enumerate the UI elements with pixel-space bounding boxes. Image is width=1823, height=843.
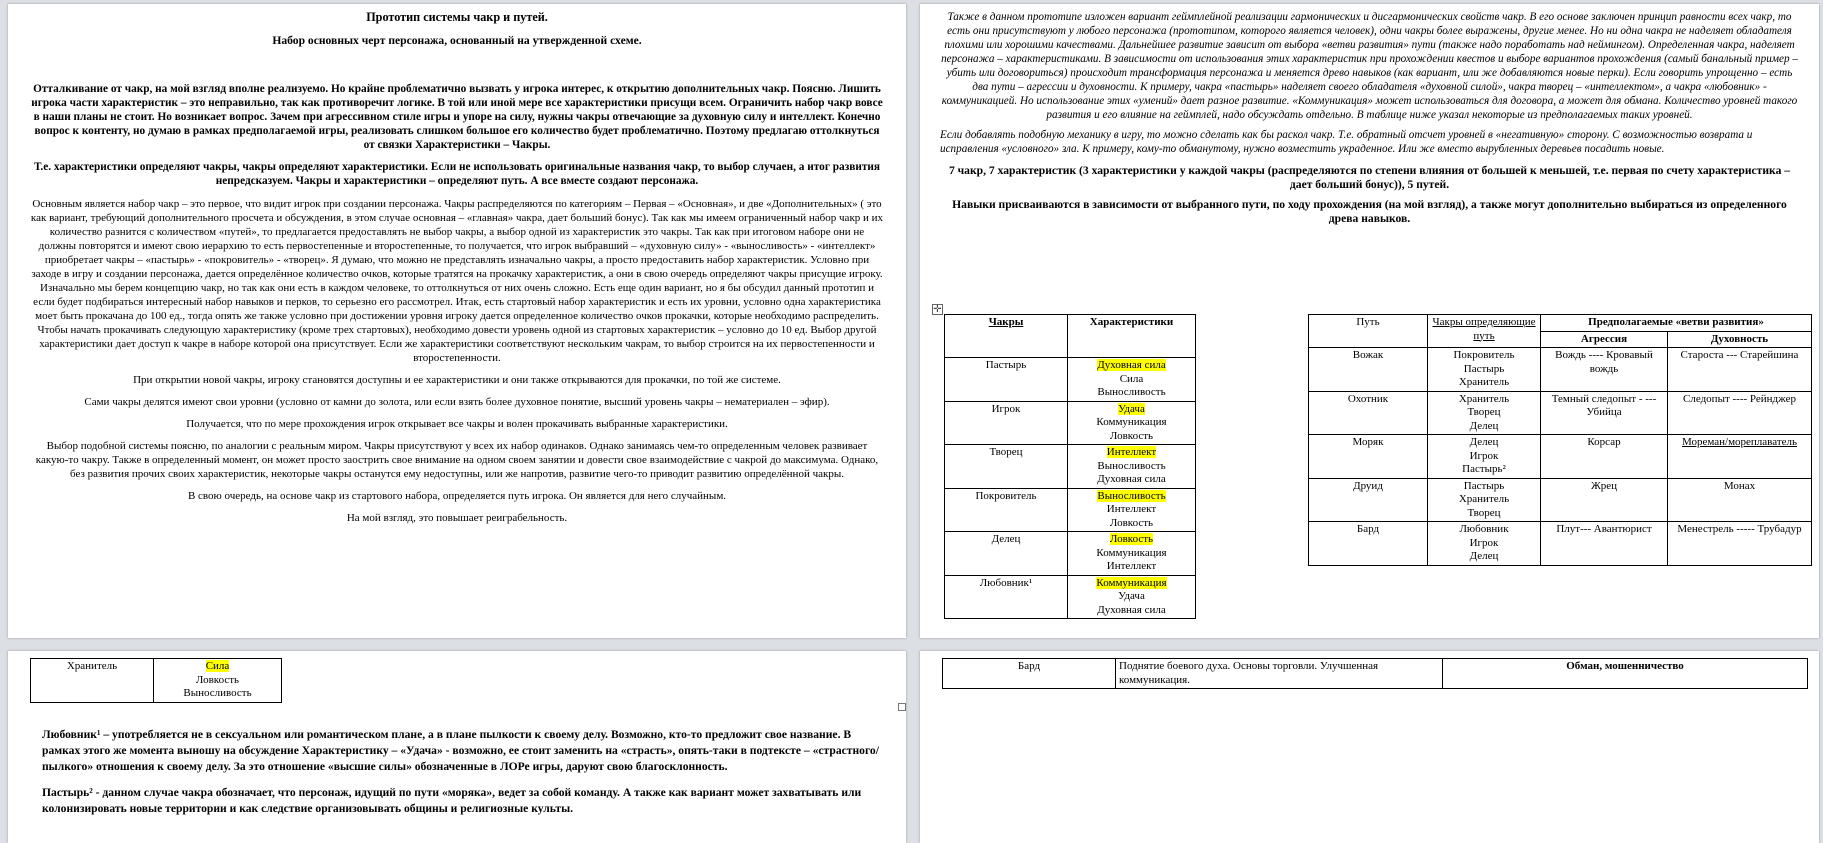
trait: Выносливость	[183, 687, 252, 699]
paragraph-chakra-split: Если добавлять подобную механику в игру, то можно сделать как бы раскол чакр. Т.е. обратный отсчет уровней в «негативную» сторону. С возможностью возврата и исправления «условного» зла. К примеру, кому-то обманутому, нужно возместить украденное. Или же вместо вырубленных деревьев посадить новые.	[940, 129, 1753, 155]
path-chakra: Игрок	[1469, 449, 1499, 462]
aggression-branch: Жрец	[1541, 478, 1668, 522]
chakra-traits	[1068, 358, 1196, 402]
chakra-name: Пастырь	[945, 358, 1068, 402]
header-chakras: Чакры	[945, 315, 1068, 358]
main-trait: Сила	[205, 660, 230, 672]
table-row	[945, 532, 1196, 576]
table-resize-handle-icon[interactable]	[898, 703, 906, 711]
table-row	[945, 445, 1196, 489]
path-chakra: Пастырь	[1463, 479, 1505, 492]
trait: Ловкость	[195, 673, 240, 686]
main-trait: Интеллект	[1106, 446, 1157, 458]
aggression-branch: Вождь ---- Кровавый вождь	[1541, 348, 1668, 392]
header-aggression: Агрессия	[1541, 331, 1668, 348]
path-name: Друид	[1309, 478, 1428, 522]
chakra-traits	[1068, 488, 1196, 532]
path-name: Бард	[1309, 522, 1428, 566]
trait: Ловкость	[1109, 516, 1154, 529]
paths-table	[1308, 314, 1812, 566]
chakra-traits	[1068, 532, 1196, 576]
path-chakras	[1428, 478, 1541, 522]
chakra-name: Творец	[945, 445, 1068, 489]
header-branches: Предполагаемые «ветви развития»	[1541, 315, 1812, 332]
header-path-chakras: Чакры определяющие путь	[1428, 315, 1541, 348]
path-name: Охотник	[1309, 391, 1428, 435]
document-page-2	[920, 4, 1819, 638]
path-chakra: Хранитель	[1458, 493, 1510, 505]
table-row	[1309, 478, 1812, 522]
document-page-4	[920, 651, 1819, 843]
document-subtitle: Набор основных черт персонажа, основанный на утвержденной схеме.	[272, 34, 642, 47]
path-chakra: Игрок	[1469, 536, 1499, 549]
spirituality-branch: Староста --- Старейшина	[1668, 348, 1812, 392]
path-chakra: Покровитель	[1453, 349, 1515, 361]
main-trait: Выносливость	[1097, 489, 1166, 502]
path-chakra: Пастырь²	[1462, 463, 1506, 475]
table-row	[945, 575, 1196, 619]
path-name: Вожак	[1309, 348, 1428, 392]
main-trait: Духовная сила	[1097, 359, 1166, 371]
document-page-1	[8, 4, 906, 638]
bard-skills-table	[942, 658, 1808, 689]
chakra-traits	[1068, 445, 1196, 489]
paragraph-replayability: На мой взгляд, это повышает реиграбельность.	[346, 512, 568, 524]
table-row	[1309, 348, 1812, 392]
trait: Духовная сила	[1097, 473, 1166, 485]
table-row	[1309, 435, 1812, 479]
paragraph-definition: Т.е. характеристики определяют чакры, чакры определяют характеристики. Если не использовать оригинальные названия чакр, то выбор случаен, а итог развития непредсказуем. Чакры и характеристики – определяют путь. А все вместе создают персонажа.	[33, 161, 881, 187]
trait: Интеллект	[1106, 503, 1157, 515]
path-chakra: Творец	[1467, 406, 1501, 418]
table-move-handle-icon[interactable]: ✛	[933, 304, 942, 315]
path-chakras	[1428, 435, 1541, 479]
table-row	[945, 358, 1196, 402]
aggression-branch: Темный следопыт - ---Убийца	[1541, 391, 1668, 435]
chakra-name: Делец	[945, 532, 1068, 576]
main-trait: Коммуникация	[1096, 576, 1167, 589]
path-chakras	[1428, 348, 1541, 392]
main-trait: Удача	[1118, 402, 1145, 415]
main-trait: Ловкость	[1109, 533, 1154, 545]
path-chakras	[1428, 522, 1541, 566]
paragraph-real-world-analogy: Выбор подобной системы поясню, по аналогии с реальным миром. Чакры присутствуют у всех их набор одинаков. Однако занимаясь чем-то определенным человек развивает какую-то чакру. Также в определенный момент, он может просто заострить свое внимание на одном своем занятии и довести свое взаимодействие с чакрой до максимума. Однако, без развития прочих своих характеристик, некоторые чакры останутся ему недоступны, или же напротив, развитие чего-то приводит развитию определённой чакры.	[35, 440, 879, 480]
path-chakra: Любовник	[1459, 523, 1509, 535]
table-row	[1309, 522, 1812, 566]
trait: Выносливость	[1097, 386, 1166, 398]
paragraph-skills: Навыки присваиваются в зависимости от выбранного пути, по ходу прохождения (на мой взгляд), а также могут дополнительно выбираться из определенного древа навыков.	[952, 198, 1787, 225]
trait: Коммуникация	[1096, 546, 1167, 559]
trait: Удача	[1118, 590, 1145, 602]
chakra-name: Игрок	[945, 401, 1068, 445]
paragraph-main-mechanic: Основным является набор чакр – это первое, что видит игрок при создании персонажа. Чакры распределяются по категориям – Первая – «Основная», и две «Дополнительных» ( это как вариант, требующий дополнительного просчета и обсуждения, в этом случае основная – «главная» чакра, дает больший бонус). Так как мы имеем ограниченный набор чакр и их количество разнится с количеством «путей», то предлагается предоставлять не выбор чакры, а выбор одной из характеристик это чакры. Так как при итоговом наборе они не должны повторятся и имеют свою иерархию то есть первостепенные и второстепенные, то получается, что игрок выбравший – «духовную силу» - «выносливость» - «интеллект» приобретает чакры – «пастырь» - «покровитель» - «творец». Я думаю, что можно не представлять изначально чакры, а просто предоставить набор характеристик. Условно при заходе в игру и создании персонажа, дается определённое количество очков, которые тратятся на прокачку характеристик, а они в свою очередь определяют чакры присущие игроку. Изначально мы берем концепцию чакр, но так как они есть в каждом человеке, то оттолкнуться от них очень сложно. Есть еще один вариант, но я бы обсудил данный прототип и если будет подбираться интересный набор навыков и перков, то серьезно его рассмотрел. Итак, есть стартовый набор характеристик и есть их уровни, условно одна характеристика моет быть прокачана до 100 ед., тогда опять же также условно при достижении уровня игроку дается определенное количество очков прокачки, которые необходимо распределить. Чтобы начать прокачивать следующую характеристику (кроме трех стартовых), необходимо довести уровень одной из стартовых характеристик – условно до 10 ед. Выбор другой характеристики дает доступ к чакре в наборе которой она присутствует. Если же характеристики соответствуют нескольким чакрам, то выбор строится на их первостепенности и второстепенности.	[30, 198, 884, 364]
spirituality-branch: Следопыт ---- Рейнджер	[1668, 391, 1812, 435]
document-page-3	[8, 651, 906, 843]
header-traits: Характеристики	[1068, 315, 1196, 358]
path-skills: Поднятие боевого духа. Основы торговли. Улучшенная коммуникация.	[1116, 659, 1443, 689]
path-chakra: Пастырь	[1463, 362, 1505, 375]
path-branch: Обман, мошенничество	[1443, 659, 1808, 689]
table-row	[31, 659, 282, 703]
path-name: Бард	[943, 659, 1116, 689]
paragraph-chakra-levels: Сами чакры делятся имеют свои уровни (условно от камни до золота, или если взять более духовное понятие, высший уровень чакры – нематериален – эфир).	[84, 396, 830, 408]
path-chakra: Делец	[1469, 436, 1499, 448]
footnote-lover: Любовник¹ – употребляется не в сексуальном или романтическом плане, а в плане пылкости к своему делу. Возможно, кто-то предложит свое название. В рамках этого же момента выношу на обсуждение Характеристику – «Удача» - возможно, ее стоит заменить на «страсть», опять-таки в подтексте – «страстного/пылкого» отношения к своему делу. За это отношение «высшие силы» обозначенные в ЛОРе игры, даруют свою благосклонность.	[42, 728, 879, 773]
table-row	[945, 401, 1196, 445]
table-row	[943, 659, 1808, 689]
header-spirituality: Духовность	[1668, 331, 1812, 348]
path-chakra: Делец	[1469, 419, 1499, 432]
trait: Интеллект	[1106, 560, 1157, 572]
document-title: Прототип системы чакр и путей.	[366, 10, 548, 24]
chakra-traits	[1068, 401, 1196, 445]
chakra-traits-table-continued	[30, 658, 282, 703]
chakra-traits-table	[944, 314, 1196, 619]
paragraph-harmony-mechanic: Также в данном прототипе изложен вариант геймплейной реализации гармонических и дисгармонических свойств чакр. В его основе заключен принцип равности всех чакр, то есть они присутствуют у любого персонажа (прототипом, которого является человек), одни чакры более выражены, другие менее. Но ни одна чакра не наделяет обладателя плохими или хорошими качествами. Дальнейшее развитие зависит от выбора «ветви развития» пути (также надо поработать над неймингом). Определенная чакра, наделяет персонажа – характеристиками. В зависимости от использования этих характеристик при прохождении квестов и выборе вариантов прохождения (самый банальный пример – убить или договориться) происходит трансформация персонажа и меняется древо навыков (как вариант, или же добавляются новые перки). Если говорить упрощенно – есть два пути – агрессии и духовности. К примеру, чакра «пастырь» наделяет своего обладателя «духовной силой», чакра творец – «интеллектом», а чакра «любовник» - коммуникацией. Но использование этих «умений» дает разное развитие. «Коммуникация» может использоваться для договора, а может для обмана. Количество уровней такого развития и его влияние на геймплей, надо обсуждать отдельно. В таблице ниже указал некоторые из предполагаемых таких уровней.	[941, 11, 1798, 121]
paragraph-new-chakra: При открытии новой чакры, игроку становятся доступны и ее характеристики и они также открываются для прокачки, по той же системе.	[133, 374, 781, 386]
chakra-name: Любовник¹	[945, 575, 1068, 619]
table-row	[1309, 391, 1812, 435]
trait: Сила	[1119, 372, 1144, 385]
chakra-traits	[1068, 575, 1196, 619]
spirituality-branch: Монах	[1668, 478, 1812, 522]
paragraph-intro: Отталкивание от чакр, на мой взгляд вполне реализуемо. Но крайне проблематично вызвать у игрока интерес, к открытию дополнительных чакр. Поясню. Лишить игрока части характеристик – это неправильно, так как противоречит логике. В той или иной мере все характеристики присущи всем. Ограничить набор чакр вовсе в наши планы не стоит. Но возникает вопрос. Зачем при агрессивном стиле игры и упоре на силу, нужны чакры отвечающие за духовную силу и интеллект. Конечно вопрос к контенту, но думаю в рамках предполагаемой игры, реализовать слишком большое его количество будет проблематично. Поэтому предлагаю оттолкнуться от связки Характеристики – Чакры.	[31, 83, 883, 151]
trait: Выносливость	[1097, 459, 1166, 472]
path-chakra: Делец	[1469, 550, 1499, 562]
path-chakra: Хранитель	[1458, 376, 1510, 388]
chakra-name: Покровитель	[945, 488, 1068, 532]
path-name: Моряк	[1309, 435, 1428, 479]
paragraph-progression: Получается, что по мере прохождения игрок открывает все чакры и волен прокачивать выбранные характеристики.	[186, 418, 728, 430]
chakra-traits	[154, 659, 282, 703]
aggression-branch: Плут--- Авантюрист	[1541, 522, 1668, 566]
spirituality-branch: Менестрель ----- Трубадур	[1668, 522, 1812, 566]
path-chakra: Хранитель	[1458, 392, 1510, 405]
table-row	[945, 488, 1196, 532]
trait: Духовная сила	[1097, 603, 1166, 616]
trait: Коммуникация	[1096, 416, 1167, 428]
paragraph-counts: 7 чакр, 7 характеристик (3 характеристики у каждой чакры (распределяются по степени влияния от большей к меньшей, т.е. первая по счету характеристика – дает больший бонус)), 5 путей.	[948, 164, 1791, 191]
paragraph-player-path: В свою очередь, на основе чакр из стартового набора, определяется путь игрока. Он является для него случайным.	[187, 490, 727, 502]
path-chakra: Творец	[1467, 506, 1501, 519]
path-chakras	[1428, 391, 1541, 435]
spirituality-branch: Мореман/мореплаватель	[1668, 435, 1812, 479]
chakra-name: Хранитель	[31, 659, 154, 703]
header-path: Путь	[1309, 315, 1428, 348]
footnote-shepherd: Пастырь² - данном случае чакра обозначает, что персонаж, идущий по пути «моряка», ведет за собой команду. А также как вариант может захватывать или колонизировать новые территории и как следствие организовывать общины и религиозные культы.	[42, 786, 862, 815]
trait: Ловкость	[1109, 429, 1154, 442]
aggression-branch: Корсар	[1541, 435, 1668, 479]
